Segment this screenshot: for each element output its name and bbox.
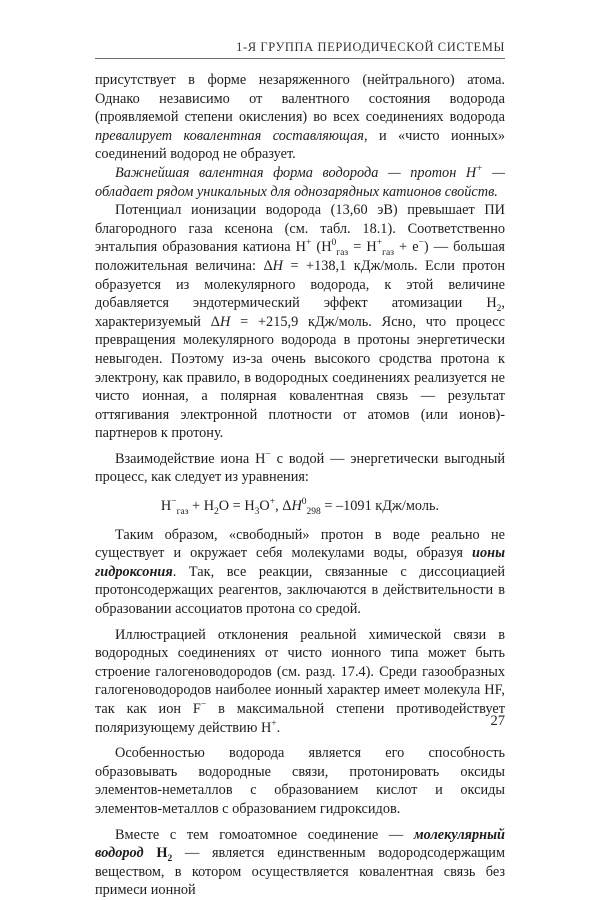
superscript: − <box>265 450 271 461</box>
superscript: − <box>171 497 177 508</box>
italic-symbol: H <box>272 257 283 274</box>
text-run: O = H <box>218 498 255 515</box>
text-run: = +215,9 кДж/моль. Ясно, что процесс превращения молекулярного водорода в протоны энергетически невыгоден. Поэтому из-за очень высокого сродства протона к электрону, как правило, в водородных соединениях реализуется не чисто ионная, а полярная ковалентная связь — результат оттягивания электронной плотности от атомов (или ионов)-партнеров к протону. <box>95 313 505 442</box>
text-run: — обладает рядом уникальных для однозарядных катионов свойств. <box>95 164 505 200</box>
paragraph-8 <box>95 826 505 900</box>
text-run: присутствует в форме незаряженного (нейтрального) атома. Однако независимо от валентного состояния водорода (проявляемой степени окисления) во всех соединениях водорода <box>95 72 505 126</box>
text-run: O <box>259 498 270 515</box>
text-run: H <box>143 845 168 862</box>
text-run: Вместе с тем гомоатомное соединение — <box>115 826 414 843</box>
subscript: 2 <box>496 303 502 314</box>
text-run: — является единственным водородсодержащим веществом, в котором осуществляется ковалентная связь без примеси ионной <box>95 845 505 899</box>
text-run: . <box>276 719 281 736</box>
text-run: в максимальной степени противодействует поляризующему действию H <box>95 701 505 736</box>
text-run: = +138,1 кДж/моль. Если протон образуется из молекулярного водорода, к этой величине добавляется эндотермический эффект атомизации H <box>95 257 505 312</box>
italic-run <box>95 165 505 200</box>
subscript: газ <box>336 248 349 259</box>
italic-symbol: H <box>291 498 302 515</box>
subscript: 2 <box>214 506 219 517</box>
superscript: + <box>305 238 312 249</box>
text-run: Потенциал ионизации водорода (13,60 эВ) превышает ПИ благородного газа ксенона (см. табл. 18.1). Соответственно энтальпия образования катиона H <box>95 202 505 256</box>
text-run: , Δ <box>275 498 292 515</box>
text-run: + H <box>188 498 215 515</box>
subscript: газ <box>382 248 394 259</box>
subscript: газ <box>176 506 189 517</box>
text-run: , характеризуемый Δ <box>95 295 505 330</box>
superscript: 0 <box>301 497 307 508</box>
text-run: Особенностью водорода является его способность образовывать водородные связи, протонировать оксиды элементов-неметаллов с образованием кислот и оксиды элементов-металлов с образованием гидроксидов. <box>95 745 505 817</box>
paragraph-5 <box>95 526 505 619</box>
text-body <box>95 71 505 900</box>
text-run: Таким образом, «свободный» протон в воде реально не существует и окружает себя молекулами воды, образуя <box>95 526 505 562</box>
page-number: 27 <box>490 713 505 729</box>
text-run: . Так, все реакции, связанные с диссоциацией протонсодержащих реагентов, заключаются в действительности в образовании ассоциатов протона со средой. <box>95 563 505 618</box>
text-run: + e <box>393 239 419 256</box>
paragraph-4 <box>95 450 505 487</box>
running-header <box>95 40 505 59</box>
paragraph-1 <box>95 71 505 164</box>
text-run: , и «чисто ионных» соединений водород не образует. <box>95 127 505 163</box>
text-run: Взаимодействие иона H <box>115 450 266 467</box>
superscript: + <box>476 164 483 175</box>
paragraph-6 <box>95 626 505 738</box>
text-run: с водой — энергетически выгодный процесс, как следует из уравнения: <box>95 450 505 486</box>
text-run: H <box>160 498 172 515</box>
superscript: 0 <box>331 238 337 249</box>
superscript: + <box>376 238 383 249</box>
text-run: ) — большая положительная величина: Δ <box>95 239 505 274</box>
bold-term: ионы гидроксония <box>95 545 505 580</box>
text-run: = H <box>348 239 377 256</box>
text-run: (H <box>311 239 332 256</box>
superscript: + <box>269 497 276 508</box>
text-run: Иллюстрацией отклонения реальной химической связи в водородных соединениях от чисто ионного типа может быть строение галогеноводородов (см. разд. 17.4). Среди газообразных галогеноводородов наиболее ионный характер имеет молекула HF, так как ион F <box>95 626 505 717</box>
subscript: 3 <box>254 506 260 517</box>
superscript: − <box>418 238 424 249</box>
paragraph-3 <box>95 201 505 443</box>
italic-symbol: H <box>219 313 231 330</box>
running-title: 1-Я ГРУППА ПЕРИОДИЧЕСКОЙ СИСТЕМЫ <box>236 40 505 54</box>
paragraph-7 <box>95 744 505 818</box>
subscript: 298 <box>306 506 321 517</box>
subscript: 2 <box>167 854 173 865</box>
text-run: = –1091 кДж/моль. <box>320 498 440 515</box>
text-run: Важнейшая валентная форма водорода — протон H <box>115 164 477 181</box>
superscript: − <box>200 700 207 711</box>
emphasis-text: превалирует ковалентная составляющая <box>95 127 364 144</box>
bold-term: молекулярный водород <box>95 826 505 862</box>
superscript: + <box>271 718 277 729</box>
equation <box>95 497 505 516</box>
paragraph-2 <box>95 164 505 201</box>
